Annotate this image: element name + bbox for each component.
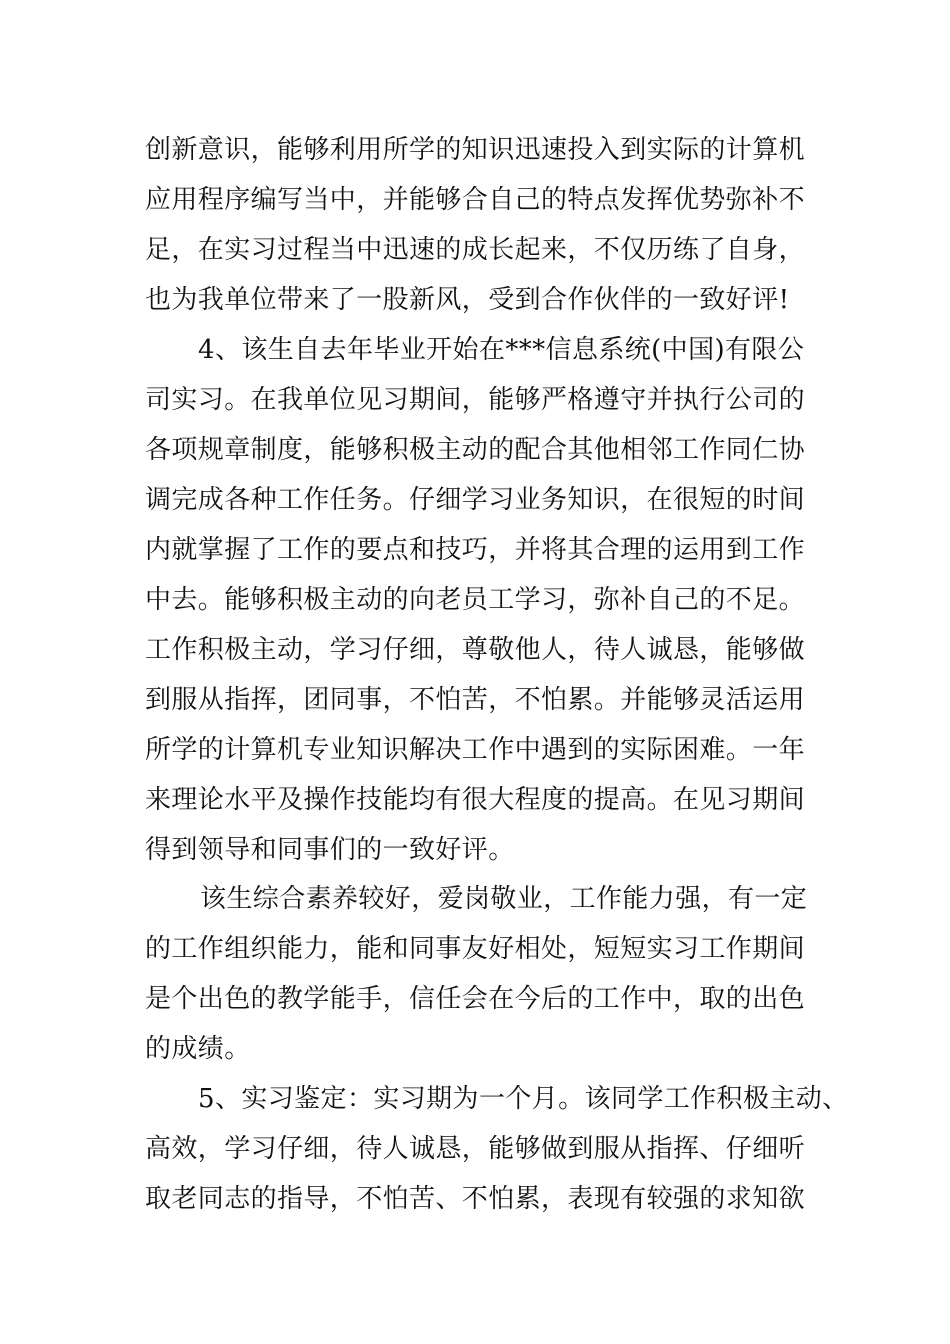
text-line: 来理论水平及操作技能均有很大程度的提高。在见习期间 [145, 785, 806, 815]
text-line: 是个出色的教学能手，信任会在今后的工作中，取的出色 [145, 984, 806, 1014]
text-line: 到服从指挥，团同事，不怕苦，不怕累。并能够灵活运用 [145, 685, 806, 715]
text-line: 司实习。在我单位见习期间，能够严格遵守并执行公司的 [145, 385, 806, 415]
paragraph-summary-start: 该生综合素养较好，爱岗敬业，工作能力强，有一定 [200, 884, 808, 914]
text-line: 取老同志的指导，不怕苦、不怕累，表现有较强的求知欲 [145, 1184, 806, 1214]
text-line: 得到领导和同事们的一致好评。 [145, 835, 515, 865]
text-line: 所学的计算机专业知识解决工作中遇到的实际困难。一年 [145, 735, 806, 765]
text-line: 应用程序编写当中，并能够合自己的特点发挥优势弥补不 [145, 185, 806, 215]
text-line: 也为我单位带来了一股新风，受到合作伙伴的一致好评! [145, 285, 790, 315]
text-line: 高效，学习仔细，待人诚恳，能够做到服从指挥、仔细听 [145, 1134, 806, 1164]
text-line: 的工作组织能力，能和同事友好相处，短短实习工作期间 [145, 934, 806, 964]
text-line: 工作积极主动，学习仔细，尊敬他人，待人诚恳，能够做 [145, 635, 806, 665]
text-line: 的成绩。 [145, 1034, 251, 1064]
text-line: 中去。能够积极主动的向老员工学习，弥补自己的不足。 [145, 585, 806, 615]
paragraph-5-start: 5、实习鉴定：实习期为一个月。该同学工作积极主动、 [198, 1084, 849, 1114]
text-line: 各项规章制度，能够积极主动的配合其他相邻工作同仁协 [145, 435, 806, 465]
paragraph-4-start: 4、该生自去年毕业开始在***信息系统(中国)有限公 [198, 335, 805, 365]
text-line: 创新意识，能够利用所学的知识迅速投入到实际的计算机 [145, 135, 806, 165]
text-line: 内就掌握了工作的要点和技巧，并将其合理的运用到工作 [145, 535, 806, 565]
text-line: 调完成各种工作任务。仔细学习业务知识，在很短的时间 [145, 485, 806, 515]
text-line: 足，在实习过程当中迅速的成长起来，不仅历练了自身， [145, 235, 806, 265]
